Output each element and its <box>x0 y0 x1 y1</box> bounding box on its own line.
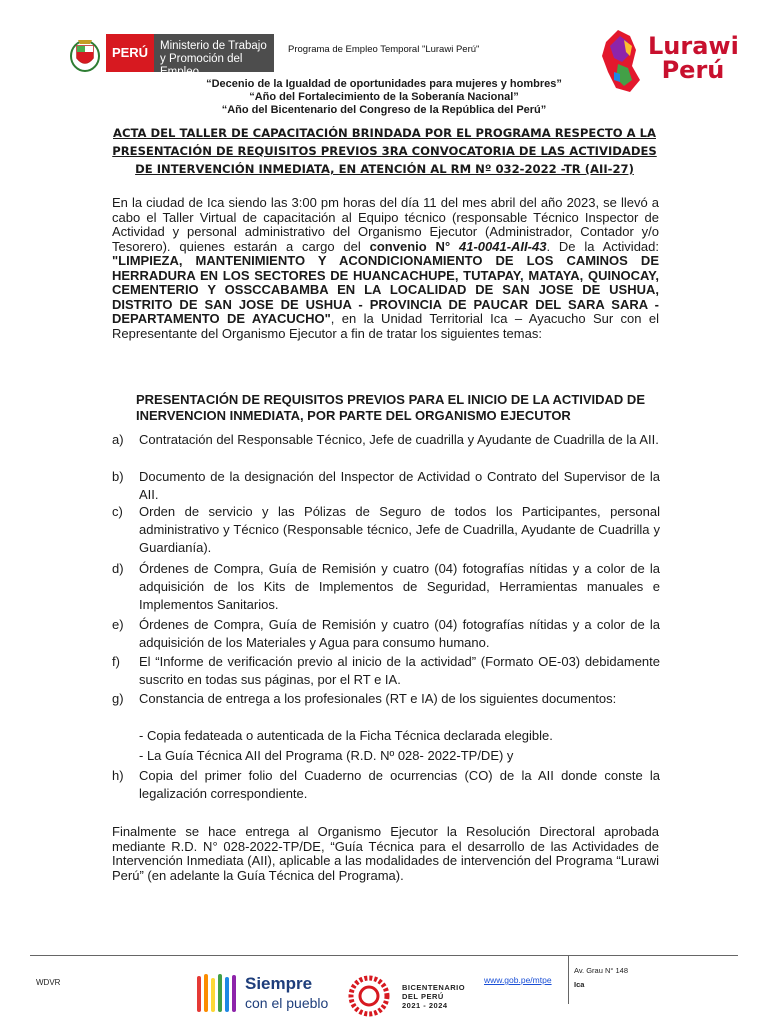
program-title: Programa de Empleo Temporal "Lurawi Perú" <box>288 44 480 55</box>
list-item-text: Constancia de entrega a los profesionales (RT e IA) de los siguientes documentos: <box>139 691 617 706</box>
final-paragraph: Finalmente se hace entrega al Organismo Ejecutor la Resolución Directoral aprobada mediante R.D. N° 028-2022-TP/DE, “Guía Técnica para el desarrollo de las Actividades de Intervención Inmediata (AII), aplicable a las modalidades de intervención del Programa “Lurawi Perú” (en adelante la Guía Técnica del Programa). <box>112 824 659 883</box>
list-item-text: Documento de la designación del Inspector de Actividad o Contrato del Supervisor de la AII. <box>139 469 660 502</box>
peru-label: PERÚ <box>111 45 149 60</box>
bicentenario-emblem-icon <box>344 974 394 1018</box>
footer-divider <box>30 955 738 956</box>
list-item-text: Orden de servicio y las Pólizas de Seguro de todos los Participantes, personal administrativo y Técnico (Responsable técnico, Jefe de Cuadrilla, Ayudante de Cuadrilla y Guardianía). <box>139 504 660 555</box>
address-line-2: Ica <box>574 980 585 989</box>
list-item-letter: a) <box>112 432 124 447</box>
decenio-line-2: “Año del Fortalecimiento de la Soberanía Nacional” <box>249 91 519 103</box>
activity-name: "LIMPIEZA, MANTENIMIENTO Y ACONDICIONAMIENTO DE LOS CAMINOS DE HERRADURA EN LOS SECTORES DE HUANCACHUPE, TUTAPAY, MATAYA, QUINOCAY, CEMENTERIO Y OSSCCABAMBA EN LA LOCALIDAD DE SAN JOSE DE USHUA, DISTRITO DE SAN JOSE DE USHUA - PROVINCIA DE PAUCAR DEL SARA SARA - DEPARTAMENTO DE AYACUCHO" <box>112 253 659 326</box>
office-address <box>574 964 628 992</box>
siempre-subtitle: con el pueblo <box>245 995 329 1011</box>
ministry-label-block <box>154 34 274 78</box>
list-item-letter: g) <box>112 691 124 706</box>
list-item-text: - La Guía Técnica AII del Programa (R.D. Nº 028- 2022-TP/DE) y <box>139 748 514 763</box>
ministry-label-line1: Ministerio de Trabajo <box>160 40 267 52</box>
list-item-text: Órdenes de Compra, Guía de Remisión y cuatro (04) fotografías nítidas y a color de la adquisición de los Materiales y Agua para consumo humano. <box>139 617 660 650</box>
list-item-letter: d) <box>112 561 124 576</box>
decenio-block <box>0 78 768 117</box>
bicentenario-line-3: 2021 - 2024 <box>402 1001 448 1010</box>
bicentenario-line-1: BICENTENARIO <box>402 983 466 992</box>
list-item-text: - Copia fedateada o autenticada de la Ficha Técnica declarada elegible. <box>139 728 553 743</box>
list-item-letter: f) <box>112 654 120 669</box>
bicentenario-line-2: DEL PERÚ <box>402 992 444 1001</box>
list-item-letter: b) <box>112 469 124 484</box>
decenio-line-3: “Año del Bicentenario del Congreso de la República del Perú” <box>221 104 547 116</box>
footer-vertical-divider <box>568 956 569 1004</box>
acta-title: ACTA DEL TALLER DE CAPACITACIÓN BRINDADA POR EL PROGRAMA RESPECTO A LA PRESENTACIÓN DE REQUISITOS PREVIOS 3RA CONVOCATORIA DE LAS ACTIVIDADES DE INTERVENCIÓN INMEDIATA, EN ATENCIÓN AL RM Nº 032-2022 -TR (AII-27) <box>112 126 657 176</box>
siempre-title: Siempre <box>245 974 313 993</box>
requirements-heading: PRESENTACIÓN DE REQUISITOS PREVIOS PARA EL INICIO DE LA ACTIVIDAD DE INERVENCION INMEDIATA, POR PARTE DEL ORGANISMO EJECUTOR <box>136 392 645 423</box>
ministry-website-link[interactable]: www.gob.pe/mtpe <box>484 975 552 985</box>
list-item-letter: c) <box>112 504 123 519</box>
list-item-letter: h) <box>112 768 124 783</box>
list-item-text: El “Informe de verificación previo al inicio de la actividad” (Formato OE-03) debidamente suscrito en todas sus páginas, por el RT e IA. <box>139 654 660 687</box>
intro-text-1: En la ciudad de Ica siendo las 3:00 pm horas del día 11 del mes abril del año 2023, se llevó a cabo el Taller Virtual de capacitación al Equipo técnico (responsable Técnico Inspector de Actividad y personal administrativo del Organismo Ejecutor (Administrador, Contador y/o Tesorero). quienes estarán a cargo del <box>112 195 659 254</box>
siempre-con-el-pueblo-icon <box>195 972 241 1016</box>
decenio-line-1: “Decenio de la Igualdad de oportunidades para mujeres y hombres” <box>206 78 562 90</box>
author-initials: WDVR <box>36 978 61 987</box>
list-item-text: Órdenes de Compra, Guía de Remisión y cuatro (04) fotografías nítidas y a color de la adquisición de los Kits de Implementos de Seguridad, Herramientas manuales e Implementos Sanitarios. <box>139 561 660 612</box>
address-line-1: Av. Grau N° 148 <box>574 966 628 975</box>
convenio-number: 41-0041-AII-43 <box>459 238 547 254</box>
intro-text-3: , en la Unidad Territorial Ica – Ayacucho Sur con el Representante del Organismo Ejecutor a fin de tratar los siguientes temas: <box>112 311 659 341</box>
lurawi-logo-word2: Perú <box>661 56 725 84</box>
list-item-text: Copia del primer folio del Cuaderno de ocurrencias (CO) de la AII donde conste la legalización correspondiente. <box>139 768 660 801</box>
peru-coat-of-arms-icon <box>68 36 102 74</box>
ministry-label-line2: y Promoción del Empleo <box>160 53 243 78</box>
list-item-text: Contratación del Responsable Técnico, Jefe de cuadrilla y Ayudante de Cuadrilla de la AII. <box>139 432 659 447</box>
lurawi-logo-text <box>648 34 738 82</box>
lurawi-logo-word1: Lurawi <box>648 32 739 60</box>
list-item-letter: e) <box>112 617 124 632</box>
convenio-label: convenio N° <box>369 238 459 254</box>
intro-paragraph <box>112 196 659 341</box>
intro-text-2: . De la Actividad: <box>546 238 660 254</box>
bicentenario-text <box>402 983 465 1010</box>
peru-label-block <box>106 34 154 72</box>
